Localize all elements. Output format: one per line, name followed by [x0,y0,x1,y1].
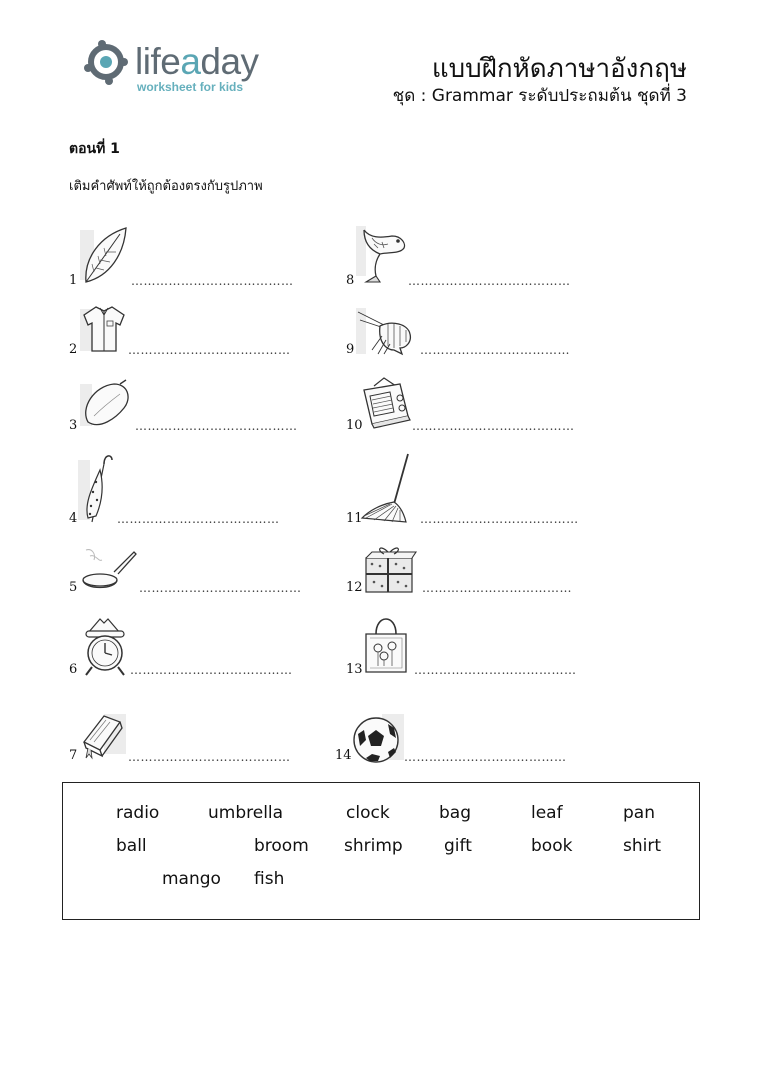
answer-blank-12[interactable]: ……………………………… [422,581,572,595]
answer-blank-9[interactable]: ……………………………… [420,343,570,357]
word-bank-word: ball [116,836,147,856]
shirt-icon [80,305,130,355]
item-1-number: 1 [69,273,78,288]
part-label: ตอนที่ 1 [69,141,120,157]
word-bank-word: fish [254,869,285,889]
answer-blank-10[interactable]: ………………………………… [412,419,575,433]
page-subtitle: ชุด : Grammar ระดับประถมต้น ชุดที่ 3 [392,86,687,106]
mango-icon [80,378,136,432]
word-bank-word: umbrella [208,803,284,823]
item-11-number: 11 [346,511,363,526]
bag-icon [362,612,412,676]
answer-blank-7[interactable]: ………………………………… [128,750,291,764]
word-bank-word: clock [346,803,390,823]
item-4-number: 4 [69,511,78,526]
answer-blank-8[interactable]: ………………………………… [408,274,571,288]
answer-blank-13[interactable]: ………………………………… [414,663,577,677]
word-bank-word: shrimp [344,836,403,856]
word-bank-word: leaf [531,803,563,823]
item-8-number: 8 [346,273,355,288]
item-9-number: 9 [346,342,355,357]
word-bank-word: broom [254,836,309,856]
item-13-number: 13 [346,662,363,677]
answer-blank-4[interactable]: ………………………………… [117,512,280,526]
word-bank-word: radio [116,803,160,823]
book-icon [80,712,128,762]
clock-icon [78,615,132,677]
gift-icon [364,544,416,596]
word-bank-word: pan [623,803,655,823]
item-14-number: 14 [335,748,352,763]
word-bank-word: mango [162,869,221,889]
ball-icon [352,714,404,764]
page-title: แบบฝึกหัดภาษาอังกฤษ [431,54,687,84]
item-7-number: 7 [69,748,78,763]
answer-blank-11[interactable]: …………..…………………… [420,512,579,526]
answer-blank-2[interactable]: ………………………………… [128,343,291,357]
item-10-number: 10 [346,418,363,433]
radio-icon [360,376,412,430]
item-3-number: 3 [69,418,78,433]
logo-tagline: worksheet for kids [137,80,244,94]
item-2-number: 2 [69,342,78,357]
pan-icon [80,544,140,596]
answer-blank-6[interactable]: ………………………………… [130,663,293,677]
answer-blank-5[interactable]: ………………………………… [139,581,302,595]
item-12-number: 12 [346,580,363,595]
answer-blank-14[interactable]: ………………………………… [404,750,567,764]
word-bank-word: bag [439,803,471,823]
logo-wordmark: lifeaday [135,41,259,82]
answer-blank-1[interactable]: ………………………………… [131,274,294,288]
word-bank-word: book [531,836,573,856]
umbrella-icon [78,452,118,526]
leaf-icon [80,226,130,288]
fish-icon [356,226,408,284]
instruction-text: เติมคำศัพท์ให้ถูกต้องตรงกับรูปภาพ [69,179,263,194]
item-5-number: 5 [69,580,78,595]
shrimp-icon [356,306,414,356]
word-bank-word: gift [444,836,472,856]
word-bank-word: shirt [623,836,662,856]
broom-icon [360,452,414,526]
answer-blank-3[interactable]: ………………………………… [135,419,298,433]
item-6-number: 6 [69,662,78,677]
